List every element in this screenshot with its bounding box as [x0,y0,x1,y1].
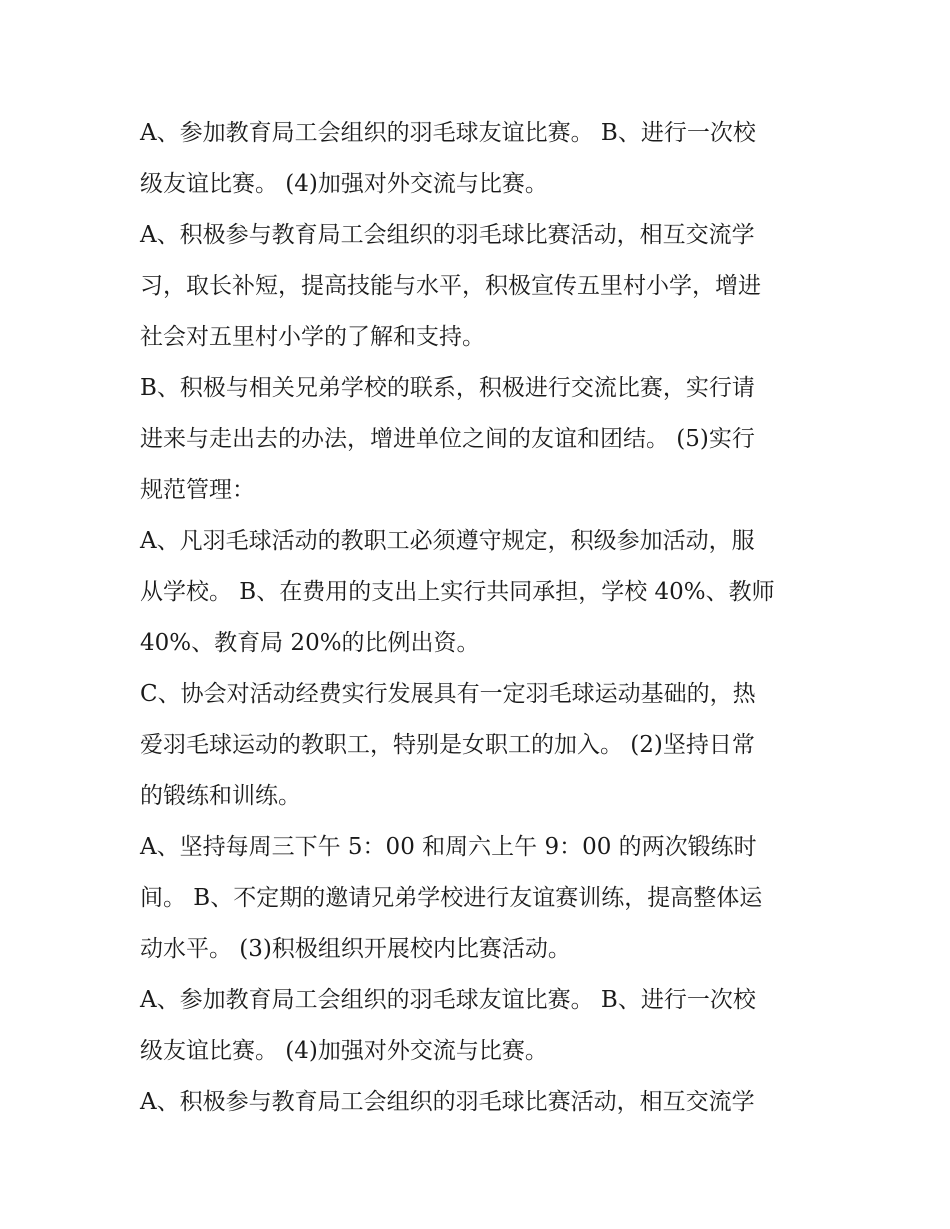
document-body [140,108,820,1128]
text-line: 习，取长补短，提高技能与水平，积极宣传五里村小学，增进 [140,273,761,299]
paragraph-rules-and-funding [140,516,820,669]
paragraph-training-schedule [140,822,820,975]
text-line: A、参加教育局工会组织的羽毛球友谊比赛。 B、进行一次校 [140,120,756,146]
text-line: 间。 B、不定期的邀请兄弟学校进行友谊赛训练，提高整体运 [140,885,763,911]
text-line: A、凡羽毛球活动的教职工必须遵守规定，积级参加活动，服 [140,528,755,554]
paragraph-friendly-match [140,108,820,210]
paragraph-membership [140,669,820,822]
text-line: A、积极参与教育局工会组织的羽毛球比赛活动，相互交流学 [140,222,755,248]
text-line: 动水平。 (3)积极组织开展校内比赛活动。 [140,936,571,962]
text-line: 规范管理： [140,477,255,503]
text-line: A、坚持每周三下午 5：00 和周六上午 9：00 的两次锻练时 [140,834,757,860]
text-line: 爱羽毛球运动的教职工，特别是女职工的加入。 (2)坚持日常 [140,732,755,758]
text-line: 进来与走出去的办法，增进单位之间的友谊和团结。 (5)实行 [140,426,755,452]
text-line: 从学校。 B、在费用的支出上实行共同承担，学校 40%、教师 [140,579,775,605]
text-line: 级友谊比赛。 (4)加强对外交流与比赛。 [140,171,548,197]
paragraph-friendly-match-repeat [140,975,820,1077]
text-line: B、积极与相关兄弟学校的联系，积极进行交流比赛，实行请 [140,375,755,401]
text-line: A、积极参与教育局工会组织的羽毛球比赛活动，相互交流学 [140,1089,755,1115]
text-line: 级友谊比赛。 (4)加强对外交流与比赛。 [140,1038,548,1064]
paragraph-participate-competition-repeat [140,1077,820,1128]
text-line: 的锻练和训练。 [140,783,301,809]
text-line: 社会对五里村小学的了解和支持。 [140,324,485,350]
paragraph-participate-competition [140,210,820,363]
text-line: A、参加教育局工会组织的羽毛球友谊比赛。 B、进行一次校 [140,987,756,1013]
text-line: 40%、教育局 20%的比例出资。 [140,630,480,656]
paragraph-sister-schools [140,363,820,516]
text-line: C、协会对活动经费实行发展具有一定羽毛球运动基础的，热 [140,681,756,707]
